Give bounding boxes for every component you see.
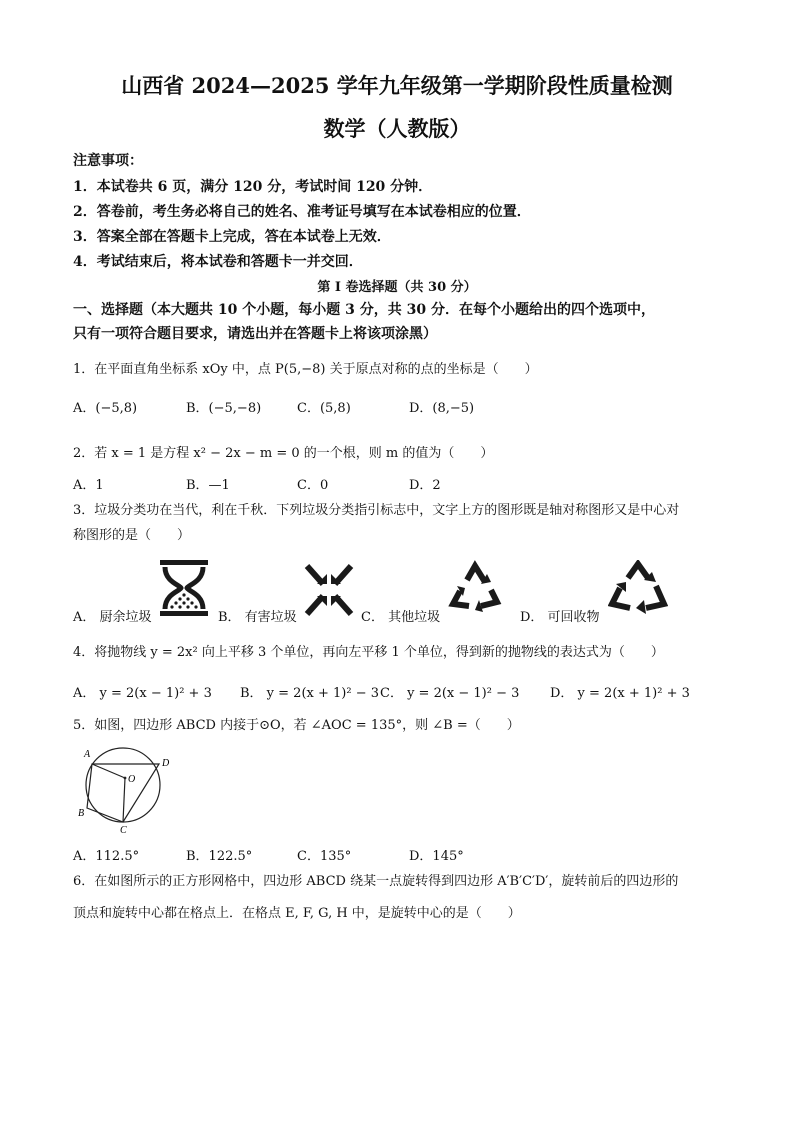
q2-option-b: B．—1 xyxy=(186,478,230,493)
q3-option-c: C． 其他垃圾 xyxy=(361,610,441,625)
label-b: B xyxy=(78,808,85,819)
label-o: O xyxy=(128,774,136,785)
q3-option-d: D． 可回收物 xyxy=(520,610,600,625)
q3-stem-line1: 3．垃圾分类功在当代，利在千秋．下列垃圾分类指引标志中，文字上方的图形既是轴对称图形又是中心对 xyxy=(73,503,680,518)
label-a: A xyxy=(84,749,91,760)
q4-stem: 4．将抛物线 y = 2x² 向上平移 3 个单位，再向左平移 1 个单位，得到新的抛物线的表达式为（ ） xyxy=(73,645,664,660)
q3-option-b: B． 有害垃圾 xyxy=(218,610,297,625)
section-intro-line1: 一、选择题（本大题共 10 个小题，每小题 3 分，共 30 分．在每个小题给出的四个选项中， xyxy=(73,302,655,318)
q5-option-d: D．145° xyxy=(409,849,464,864)
q4-option-c: C． y = 2(x − 1)² − 3 xyxy=(380,686,520,701)
label-d: D xyxy=(162,758,170,769)
q1-option-d: D．(8,−5) xyxy=(409,401,475,416)
recyclable-icon xyxy=(608,560,668,616)
note-item: 2．答卷前，考生务必将自己的姓名、准考证号填写在本试卷相应的位置． xyxy=(73,204,531,220)
section-intro-line2: 只有一项符合题目要求，请选出并在答题卡上将该项涂黑） xyxy=(73,326,437,342)
note-item: 1．本试卷共 6 页，满分 120 分，考试时间 120 分钟． xyxy=(73,179,433,195)
q3-option-a: A． 厨余垃圾 xyxy=(73,610,152,625)
q1-option-a: A．(−5,8) xyxy=(73,401,138,416)
q1-option-b: B．(−5,−8) xyxy=(186,401,262,416)
q2-option-a: A．1 xyxy=(73,478,104,493)
q5-option-c: C．135° xyxy=(297,849,352,864)
other-waste-icon xyxy=(447,560,503,616)
q3-stem-line2: 称图形的是（ ） xyxy=(73,528,191,543)
q4-option-b: B． y = 2(x + 1)² − 3 xyxy=(240,686,380,701)
notes-heading: 注意事项： xyxy=(73,153,143,169)
note-item: 3．答案全部在答题卡上完成，答在本试卷上无效． xyxy=(73,229,391,245)
kitchen-waste-icon xyxy=(158,558,210,618)
q5-stem: 5．如图，四边形 ABCD 内接于⊙O，若 ∠AOC = 135°，则 ∠B =（ ） xyxy=(73,718,520,733)
section-title: 第 I 卷选择题（共 30 分） xyxy=(317,280,477,295)
label-c: C xyxy=(120,825,127,834)
exam-title: 山西省 2024—2025 学年九年级第一学期阶段性质量检测 xyxy=(121,73,673,98)
q6-stem-line2: 顶点和旋转中心都在格点上．在格点 E, F, G, H 中，是旋转中心的是（ ） xyxy=(73,906,521,921)
q4-option-d: D． y = 2(x + 1)² + 3 xyxy=(550,686,690,701)
q1-option-c: C．(5,8) xyxy=(297,401,351,416)
q5-option-b: B．122.5° xyxy=(186,849,253,864)
note-item: 4．考试结束后，将本试卷和答题卡一并交回． xyxy=(73,254,363,270)
q5-option-a: A．112.5° xyxy=(73,849,140,864)
q2-option-d: D．2 xyxy=(409,478,441,493)
hazardous-waste-icon xyxy=(303,562,355,618)
q1-stem: 1．在平面直角坐标系 xOy 中，点 P(5,−8) 关于原点对称的点的坐标是（ ） xyxy=(73,362,538,377)
q6-stem-line1: 6．在如图所示的正方形网格中，四边形 ABCD 绕某一点旋转得到四边形 A′B′C′D′，旋转前后的四边形的 xyxy=(73,874,679,889)
q2-option-c: C．0 xyxy=(297,478,329,493)
q4-option-a: A． y = 2(x − 1)² + 3 xyxy=(73,686,212,701)
exam-subtitle: 数学（人教版） xyxy=(323,116,471,141)
q2-stem: 2．若 x = 1 是方程 x² − 2x − m = 0 的一个根，则 m 的值为（ ） xyxy=(73,446,494,461)
q5-circle-figure xyxy=(76,742,176,834)
